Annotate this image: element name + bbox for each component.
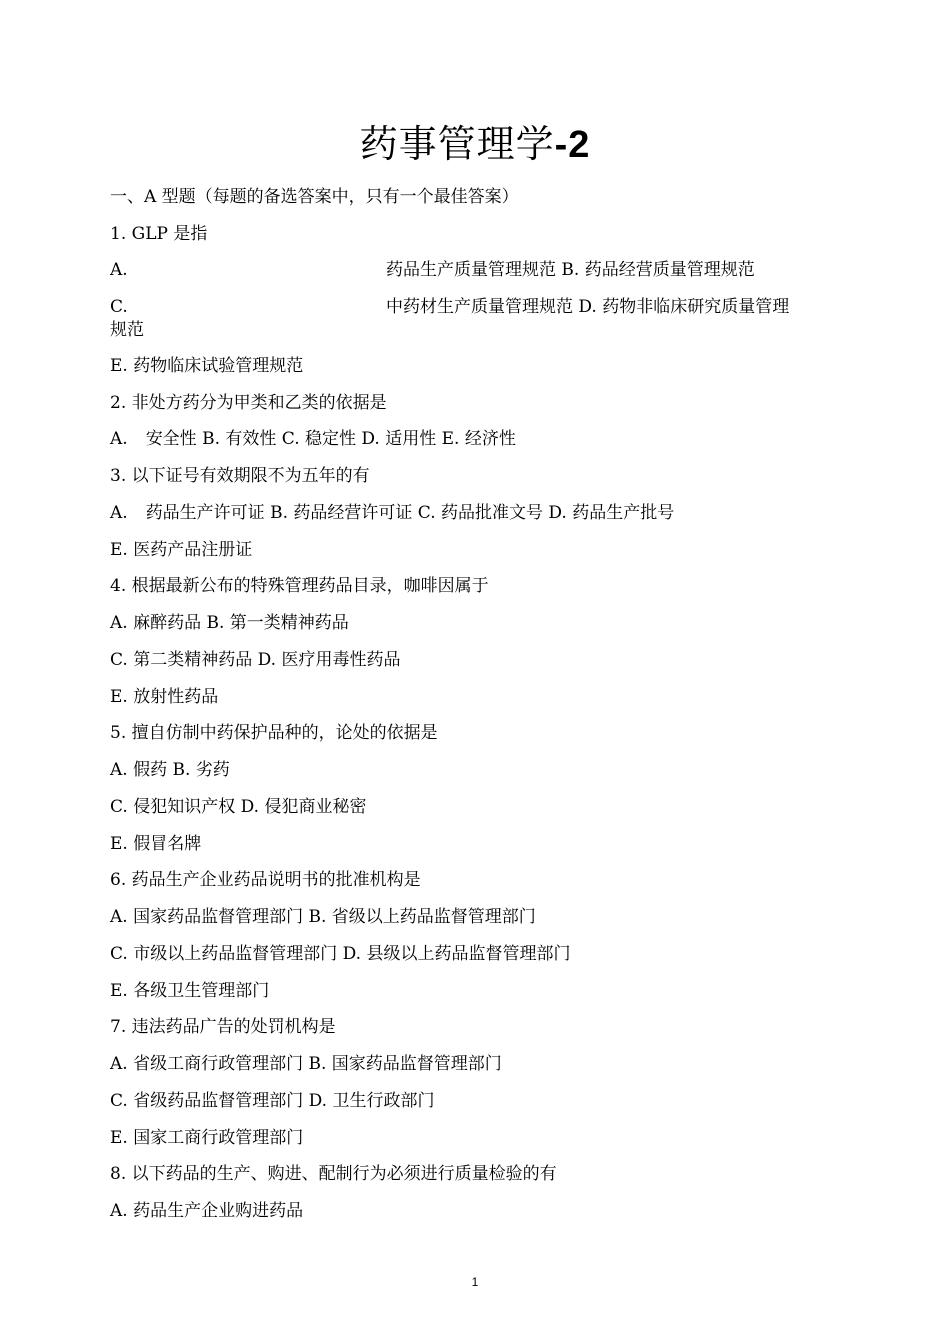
question-4-options-ab: A. 麻醉药品 B. 第一类精神药品 [110,613,349,633]
question-1-options-cd-wrap: 规范 [110,320,144,340]
question-3: 3. 以下证号有效期限不为五年的有 [110,466,370,486]
question-2-options [110,428,840,450]
page-title [0,113,950,168]
question-6: 6. 药品生产企业药品说明书的批准机构是 [110,870,421,890]
question-5-options-ab: A. 假药 B. 劣药 [110,760,230,780]
question-4-option-e: E. 放射性药品 [110,687,219,707]
question-6-options-cd: C. 市级以上药品监督管理部门 D. 县级以上药品监督管理部门 [110,944,571,964]
question-1-option-e: E. 药物临床试验管理规范 [110,356,304,376]
question-7-options-cd: C. 省级药品监督管理部门 D. 卫生行政部门 [110,1091,435,1111]
question-1: 1. GLP 是指 [110,224,208,244]
question-7-option-e: E. 国家工商行政管理部门 [110,1128,304,1148]
option-label: C. [110,297,128,317]
page-number: 1 [471,1275,479,1289]
option-text: 安全性 B. 有效性 C. 稳定性 D. 适用性 E. 经济性 [145,429,516,449]
question-4-options-cd: C. 第二类精神药品 D. 医疗用毒性药品 [110,650,401,670]
question-6-option-e: E. 各级卫生管理部门 [110,981,270,1001]
option-label: A. [110,503,128,523]
question-5-options-cd: C. 侵犯知识产权 D. 侵犯商业秘密 [110,797,367,817]
question-8-option-a: A. 药品生产企业购进药品 [110,1201,304,1221]
option-label: A. [110,260,128,280]
section-heading: 一、A 型题（每题的备选答案中，只有一个最佳答案） [110,187,519,207]
option-text: 药品生产质量管理规范 B. 药品经营质量管理规范 [386,260,755,280]
question-7-options-ab: A. 省级工商行政管理部门 B. 国家药品监督管理部门 [110,1054,502,1074]
question-6-options-ab: A. 国家药品监督管理部门 B. 省级以上药品监督管理部门 [110,907,536,927]
question-3-options [110,502,840,524]
question-3-option-e: E. 医药产品注册证 [110,540,253,560]
title-main: 药事管理学 [359,122,555,166]
question-7: 7. 违法药品广告的处罚机构是 [110,1017,336,1037]
option-text: 中药材生产质量管理规范 D. 药物非临床研究质量管理 [386,297,790,317]
question-1-options-cd [110,296,840,318]
question-8: 8. 以下药品的生产、购进、配制行为必须进行质量检验的有 [110,1164,557,1184]
question-2: 2. 非处方药分为甲类和乙类的依据是 [110,393,387,413]
title-suffix: -2 [554,124,591,166]
question-4: 4. 根据最新公布的特殊管理药品目录，咖啡因属于 [110,576,489,596]
question-1-options-ab [110,259,840,281]
option-label: A. [110,429,128,449]
question-5-option-e: E. 假冒名牌 [110,834,202,854]
option-text: 药品生产许可证 B. 药品经营许可证 C. 药品批准文号 D. 药品生产批号 [145,503,675,523]
question-5: 5. 擅自仿制中药保护品种的，论处的依据是 [110,723,438,743]
